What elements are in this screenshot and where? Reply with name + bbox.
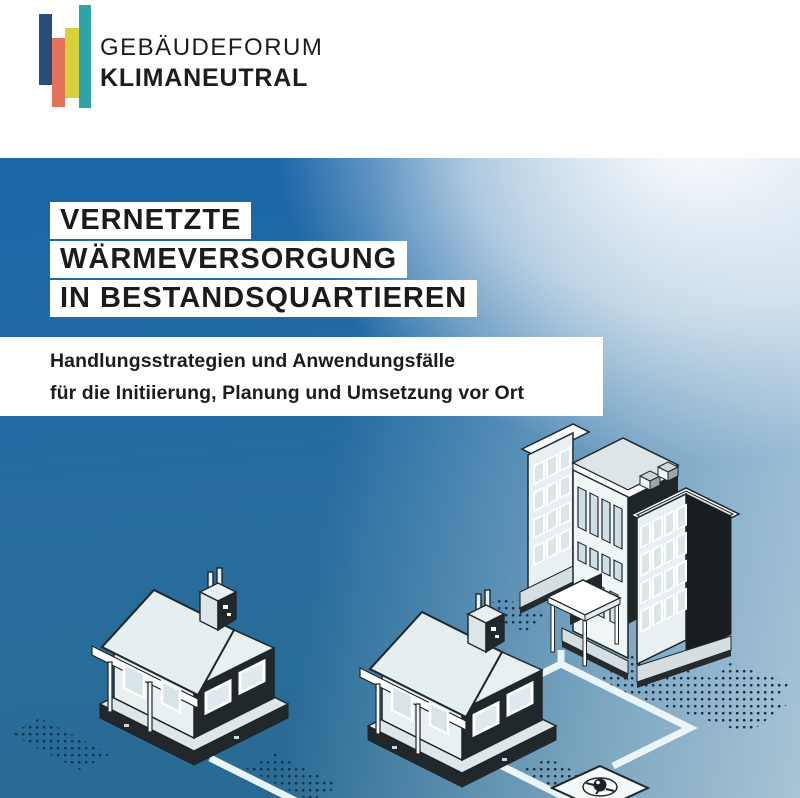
cover-subtitle-band: [0, 337, 603, 416]
title-line-1: VERNETZTE: [50, 202, 251, 239]
logo-bar-teal: [79, 5, 91, 108]
cover-title: [50, 202, 477, 319]
logo-wordmark-line2: KLIMANEUTRAL: [100, 64, 309, 92]
logo-bar-blue: [39, 14, 52, 85]
logo-wordmark-line1: GEBÄUDEFORUM: [100, 34, 324, 61]
detached-house-left: [92, 568, 288, 765]
subtitle-line-1: Handlungsstrategien und Anwendungsfälle: [50, 349, 456, 372]
page-header: [0, 0, 800, 158]
subtitle-line-2: für die Initiierung, Planung und Umsetzung vor Ort: [50, 381, 525, 404]
logo-wordmark: [100, 34, 323, 93]
title-line-3: IN BESTANDSQUARTIEREN: [50, 280, 477, 317]
logo-bar-yellow: [65, 28, 79, 98]
title-line-2: WÄRMEVERSORGUNG: [50, 241, 407, 278]
logo-bar-orange: [52, 38, 65, 107]
cover-hero: [0, 158, 800, 798]
